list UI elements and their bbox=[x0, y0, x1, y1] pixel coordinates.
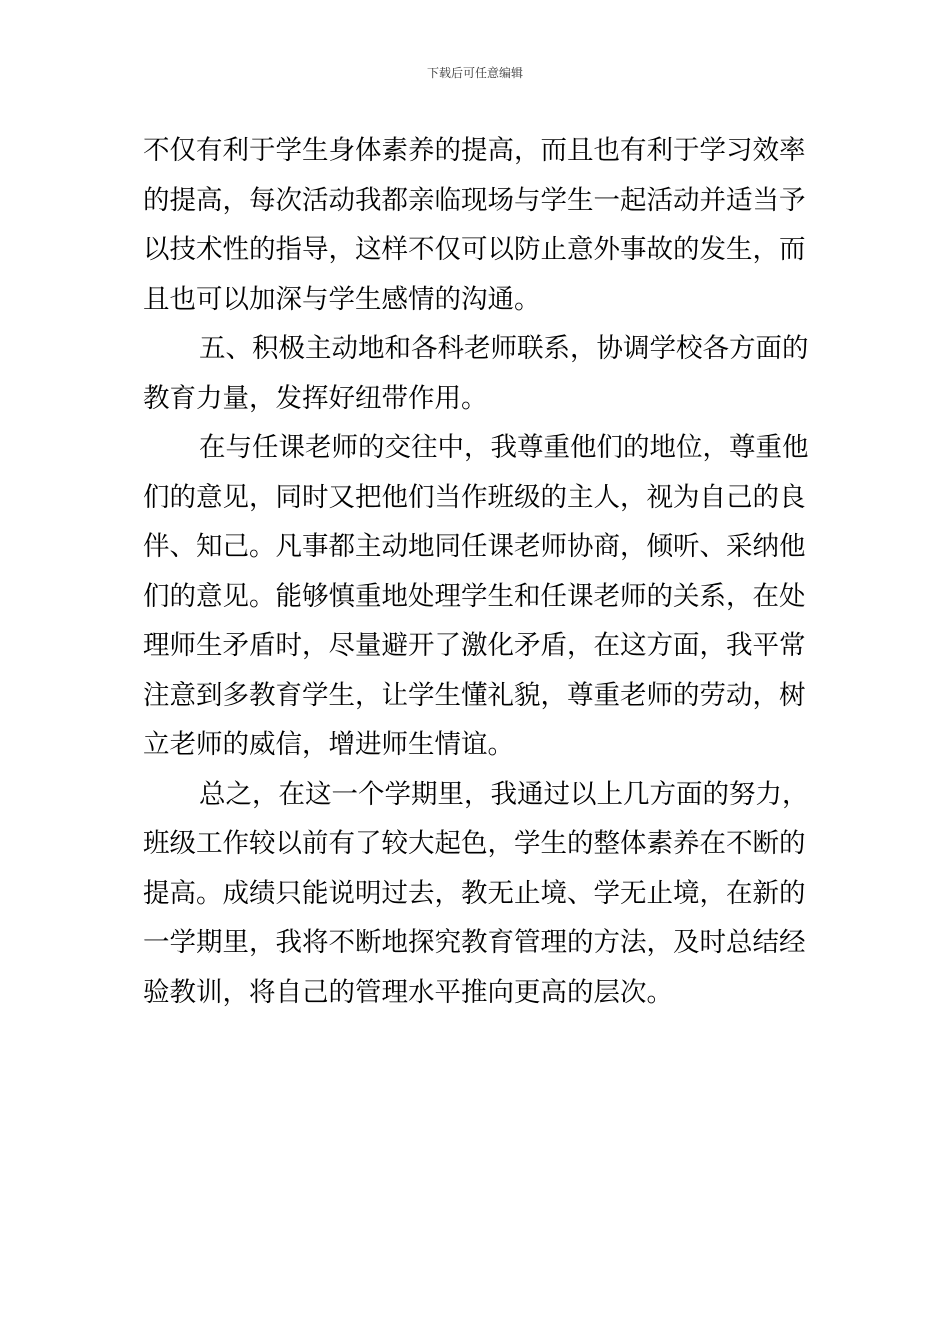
text-line: 理师生矛盾时，尽量避开了激化矛盾，在这方面，我平常 bbox=[143, 630, 806, 661]
text-line: 五、积极主动地和各科老师联系，协调学校各方面的 bbox=[199, 333, 809, 364]
paragraph bbox=[143, 770, 807, 1018]
text-line: 一学期里，我将不断地探究教育管理的方法，及时总结经 bbox=[143, 927, 806, 958]
page-header: 下载后可任意编辑 bbox=[426, 66, 523, 80]
document-body bbox=[143, 126, 807, 1017]
text-line: 们的意见，同时又把他们当作班级的主人，视为自己的良 bbox=[143, 481, 806, 513]
text-line: 班级工作较以前有了较大起色，学生的整体素养在不断的 bbox=[143, 828, 806, 859]
text-line: 不仅有利于学生身体素养的提高，而且也有利于学习效率 bbox=[143, 135, 806, 166]
text-line: 教育力量，发挥好纽带作用。 bbox=[143, 382, 488, 414]
text-line: 且也可以加深与学生感情的沟通。 bbox=[143, 283, 541, 315]
text-line: 以技术性的指导，这样不仅可以防止意外事故的发生，而 bbox=[143, 234, 806, 265]
paragraph bbox=[143, 126, 807, 324]
text-line: 提高。成绩只能说明过去，教无止境、学无止境，在新的 bbox=[143, 877, 806, 909]
paragraph bbox=[143, 324, 807, 423]
text-line: 在与任课老师的交往中，我尊重他们的地位，尊重他 bbox=[199, 432, 809, 463]
paragraph bbox=[143, 423, 807, 770]
text-line: 验教训，将自己的管理水平推向更高的层次。 bbox=[143, 976, 673, 1008]
text-line: 们的意见。能够慎重地处理学生和任课老师的关系，在处 bbox=[143, 580, 806, 612]
text-line: 伴、知己。凡事都主动地同任课老师协商，倾听、采纳他 bbox=[143, 531, 806, 562]
text-line: 注意到多教育学生，让学生懂礼貌，尊重老师的劳动，树 bbox=[143, 679, 806, 711]
text-line: 的提高，每次活动我都亲临现场与学生一起活动并适当予 bbox=[143, 184, 806, 216]
text-line: 立老师的威信，增进师生情谊。 bbox=[143, 729, 514, 760]
text-line: 总之，在这一个学期里，我通过以上几方面的努力， bbox=[199, 778, 809, 810]
